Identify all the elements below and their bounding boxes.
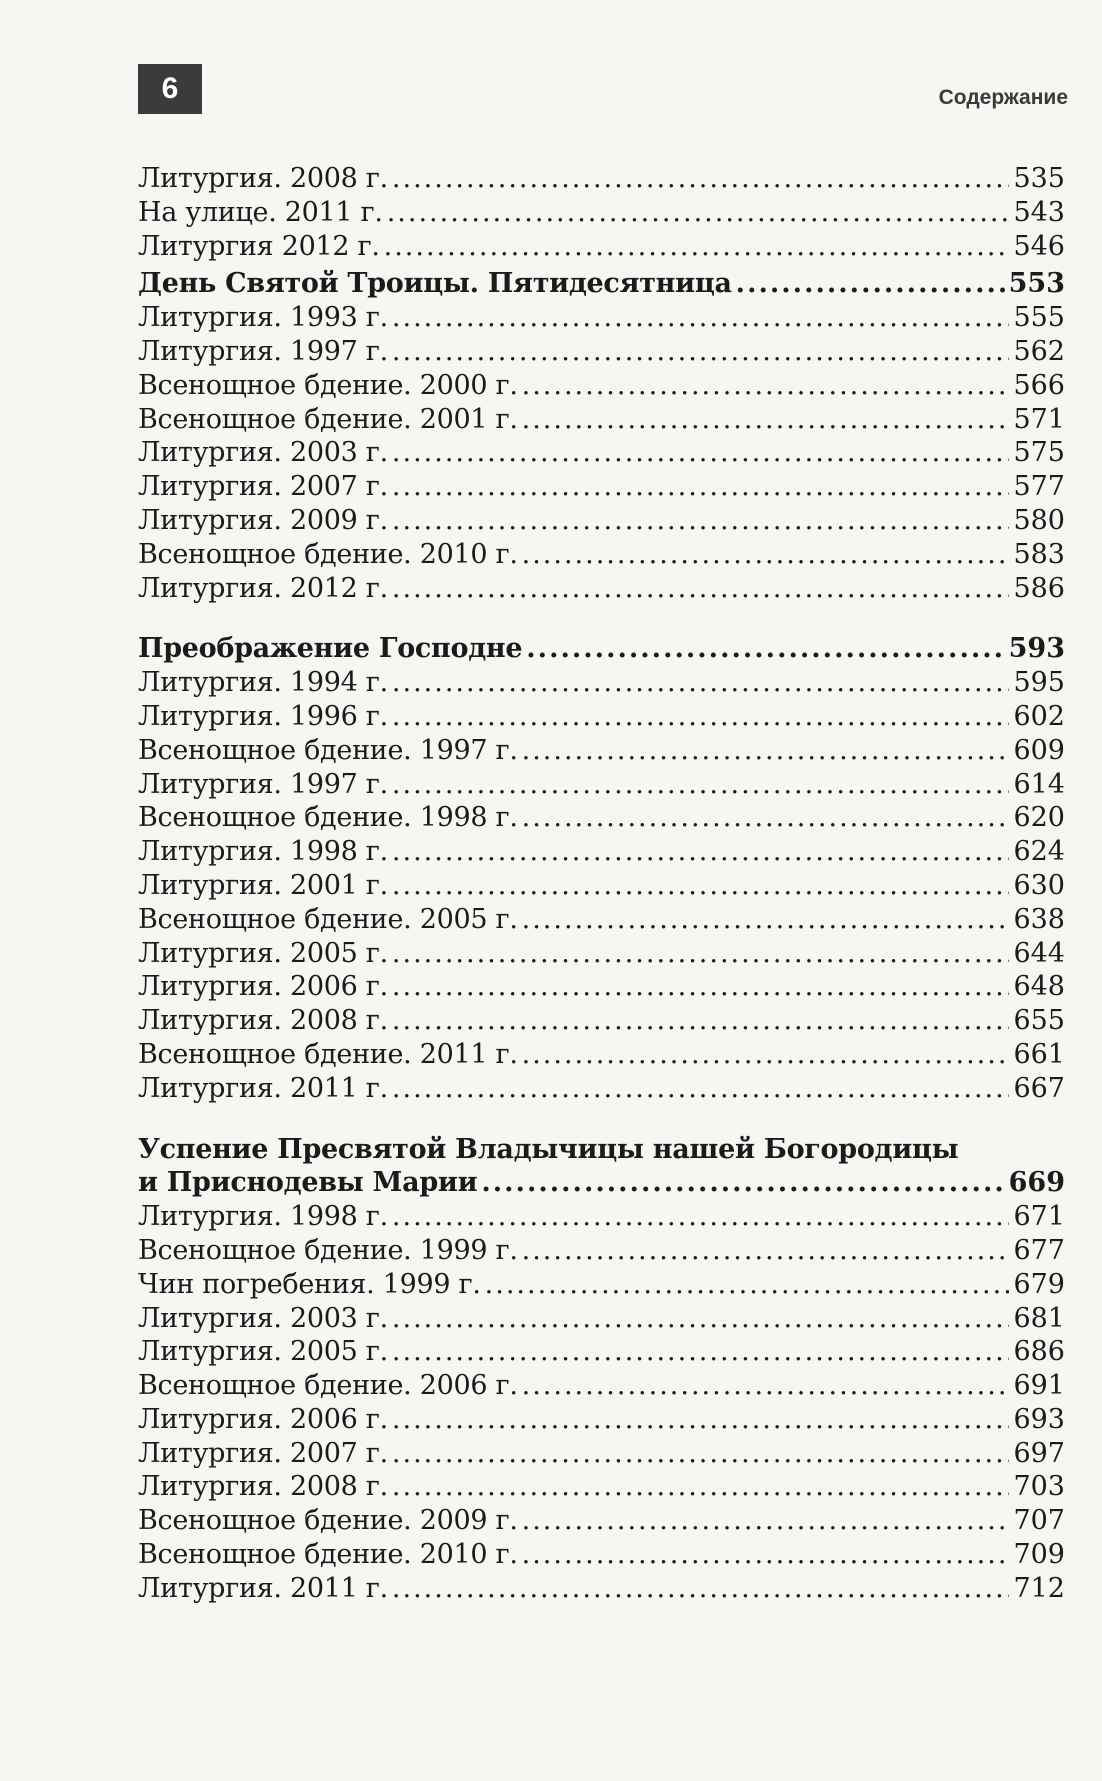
toc-entry-title: Литургия. 2007 г.: [138, 471, 388, 503]
leader-dots: [522, 1038, 1010, 1072]
leader-dots: [387, 196, 1010, 230]
leader-dots: [392, 1004, 1010, 1038]
toc-entry-page: 595: [1013, 667, 1065, 699]
toc-entry-page: 661: [1013, 1038, 1065, 1070]
toc-entry[interactable]: [138, 666, 1065, 700]
leader-dots: [522, 1504, 1010, 1538]
leader-dots: [392, 1572, 1010, 1606]
leader-dots: [384, 230, 1010, 264]
toc-entry[interactable]: [138, 801, 1065, 835]
toc-entry[interactable]: [138, 504, 1065, 538]
toc-entry[interactable]: [138, 1200, 1065, 1234]
toc-entry[interactable]: [138, 700, 1065, 734]
toc-entry[interactable]: [138, 1572, 1065, 1606]
toc-entry[interactable]: [138, 162, 1065, 196]
section-heading-title: Преображение Господне: [138, 633, 523, 665]
toc-entry-title: Литургия. 2008 г.: [138, 1005, 388, 1037]
leader-dots: [392, 666, 1010, 700]
leader-dots: [392, 869, 1010, 903]
leader-dots: [392, 700, 1010, 734]
toc-entry[interactable]: [138, 1437, 1065, 1471]
toc-entry-title: Литургия. 1998 г.: [138, 1201, 388, 1233]
toc-entry[interactable]: [138, 835, 1065, 869]
toc-entry-title: Литургия. 2005 г.: [138, 1336, 388, 1368]
toc-entry-title: Литургия. 2005 г.: [138, 937, 388, 969]
toc-entry-page: 614: [1013, 768, 1065, 800]
toc-entry-title: Всенощное бдение. 2001 г.: [138, 403, 518, 435]
toc-entry-page: 555: [1013, 302, 1065, 334]
leader-dots: [392, 1403, 1010, 1437]
leader-dots: [392, 162, 1010, 196]
leader-dots: [392, 768, 1010, 802]
toc-entry-title: Литургия. 1994 г.: [138, 667, 388, 699]
leader-dots: [526, 632, 1004, 666]
toc-entry-title: Всенощное бдение. 2011 г.: [138, 1038, 518, 1070]
toc-entry[interactable]: [138, 196, 1065, 230]
toc-entry-title: Литургия. 2006 г.: [138, 971, 388, 1003]
toc-entry-page: 580: [1013, 504, 1065, 536]
toc-entry-title: Всенощное бдение. 2010 г.: [138, 538, 518, 570]
toc-entry[interactable]: [138, 301, 1065, 335]
toc-entry[interactable]: [138, 1403, 1065, 1437]
leader-dots: [736, 267, 1005, 301]
toc-entry-title: Всенощное бдение. 1999 г.: [138, 1234, 518, 1266]
toc-entry[interactable]: [138, 470, 1065, 504]
leader-dots: [392, 1335, 1010, 1369]
toc-entry-page: 677: [1013, 1234, 1065, 1266]
toc-entry[interactable]: [138, 572, 1065, 606]
leader-dots: [481, 1166, 1004, 1200]
toc-entry-title: Литургия. 2003 г.: [138, 1302, 388, 1334]
toc-entry[interactable]: [138, 1335, 1065, 1369]
toc-entry-page: 586: [1013, 572, 1065, 604]
leader-dots: [392, 1437, 1010, 1471]
toc-entry-page: 686: [1013, 1336, 1065, 1368]
toc-entry-page: 697: [1013, 1437, 1065, 1469]
leader-dots: [392, 335, 1010, 369]
toc-entry-page: 583: [1013, 538, 1065, 570]
toc-entry-page: 577: [1013, 471, 1065, 503]
leader-dots: [522, 903, 1010, 937]
toc-entry-title: Литургия. 2006 г.: [138, 1403, 388, 1435]
toc-entry[interactable]: [138, 436, 1065, 470]
leader-dots: [392, 937, 1010, 971]
toc-entry[interactable]: [138, 369, 1065, 403]
toc-entry-title: Литургия. 2011 г.: [138, 1572, 388, 1604]
section-heading-title[interactable]: Успение Пресвятой Владычицы нашей Богородицы: [138, 1133, 959, 1165]
toc-entry-title: Литургия. 1996 г.: [138, 700, 388, 732]
leader-dots: [485, 1268, 1010, 1302]
toc-entry-page: 571: [1013, 403, 1065, 435]
toc-entry-title: Чин погребения. 1999 г.: [138, 1268, 481, 1300]
toc-entry-page: 691: [1013, 1370, 1065, 1402]
toc-entry-title: Литургия. 2012 г.: [138, 572, 388, 604]
toc-entry-page: 707: [1013, 1505, 1065, 1537]
section-heading-page: 669: [1008, 1167, 1065, 1199]
toc-section-heading[interactable]: [138, 632, 1065, 666]
toc-entry[interactable]: [138, 1302, 1065, 1336]
toc-entry[interactable]: [138, 768, 1065, 802]
leader-dots: [522, 369, 1010, 403]
leader-dots: [522, 1369, 1010, 1403]
table-of-contents: [138, 162, 1065, 1606]
leader-dots: [392, 504, 1010, 538]
toc-entry-title: Литургия. 2003 г.: [138, 437, 388, 469]
toc-entry-title: Литургия. 1997 г.: [138, 768, 388, 800]
leader-dots: [522, 734, 1010, 768]
toc-entry[interactable]: [138, 869, 1065, 903]
toc-entry-page: 655: [1013, 1005, 1065, 1037]
toc-entry-page: 535: [1013, 163, 1065, 194]
toc-entry-title: Литургия. 1997 г.: [138, 335, 388, 367]
toc-entry-title: Литургия. 2008 г.: [138, 1471, 388, 1503]
leader-dots: [522, 801, 1010, 835]
toc-entry-title: Всенощное бдение. 2006 г.: [138, 1370, 518, 1402]
leader-dots: [392, 1302, 1010, 1336]
toc-entry[interactable]: [138, 970, 1065, 1004]
toc-entry-page: 709: [1013, 1539, 1065, 1571]
toc-entry[interactable]: [138, 1538, 1065, 1572]
toc-entry[interactable]: [138, 1504, 1065, 1538]
toc-entry[interactable]: [138, 1470, 1065, 1504]
section-heading-page: 553: [1008, 268, 1065, 300]
toc-entry-page: 562: [1013, 335, 1065, 367]
toc-entry-title: Литургия. 2011 г.: [138, 1072, 388, 1104]
toc-entry-title: Всенощное бдение. 2005 г.: [138, 903, 518, 935]
toc-entry-page: 602: [1013, 700, 1065, 732]
leader-dots: [522, 1234, 1010, 1268]
toc-entry-page: 703: [1013, 1471, 1065, 1503]
toc-entry[interactable]: [138, 403, 1065, 437]
toc-entry[interactable]: [138, 1004, 1065, 1038]
toc-entry[interactable]: [138, 1038, 1065, 1072]
section-heading-title: День Святой Троицы. Пятидесятница: [138, 268, 732, 300]
toc-entry-title: Всенощное бдение. 1997 г.: [138, 734, 518, 766]
leader-dots: [392, 436, 1010, 470]
leader-dots: [392, 1072, 1010, 1106]
toc-entry-title: На улице. 2011 г.: [138, 196, 383, 228]
toc-entry[interactable]: [138, 903, 1065, 937]
toc-entry[interactable]: [138, 1369, 1065, 1403]
leader-dots: [392, 301, 1010, 335]
toc-entry-page: 644: [1013, 937, 1065, 969]
toc-entry-page: 648: [1013, 971, 1065, 1003]
toc-entry[interactable]: [138, 538, 1065, 572]
toc-entry-title: Литургия. 1998 г.: [138, 836, 388, 868]
toc-entry-title: Литургия. 2009 г.: [138, 504, 388, 536]
toc-entry-page: 679: [1013, 1268, 1065, 1300]
leader-dots: [392, 970, 1010, 1004]
leader-dots: [392, 835, 1010, 869]
page-number: 6: [138, 64, 202, 114]
toc-entry-title: Всенощное бдение. 2009 г.: [138, 1505, 518, 1537]
toc-entry-page: 546: [1013, 230, 1065, 262]
toc-entry-page: 671: [1013, 1201, 1065, 1233]
toc-entry[interactable]: [138, 1072, 1065, 1106]
section-heading-title-continued: и Приснодевы Марии: [138, 1167, 478, 1199]
toc-entry-page: 681: [1013, 1302, 1065, 1334]
toc-entry-page: 609: [1013, 734, 1065, 766]
leader-dots: [392, 1470, 1010, 1504]
toc-entry-page: 575: [1013, 437, 1065, 469]
toc-entry[interactable]: [138, 230, 1065, 264]
toc-entry-page: 638: [1013, 903, 1065, 935]
leader-dots: [392, 572, 1010, 606]
toc-entry-page: 693: [1013, 1403, 1065, 1435]
toc-entry[interactable]: [138, 734, 1065, 768]
toc-entry[interactable]: [138, 335, 1065, 369]
section-heading-page: 593: [1008, 633, 1065, 665]
toc-entry-page: 630: [1013, 869, 1065, 901]
toc-entry[interactable]: [138, 1268, 1065, 1302]
toc-entry-page: 624: [1013, 836, 1065, 868]
leader-dots: [392, 470, 1010, 504]
toc-entry-page: 667: [1013, 1072, 1065, 1104]
toc-section-heading[interactable]: [138, 1166, 1065, 1200]
toc-entry[interactable]: [138, 937, 1065, 971]
toc-entry-title: Литургия. 2007 г.: [138, 1437, 388, 1469]
leader-dots: [522, 1538, 1010, 1572]
leader-dots: [522, 403, 1010, 437]
toc-entry-title: Всенощное бдение. 1998 г.: [138, 802, 518, 834]
toc-entry-title: Литургия 2012 г.: [138, 230, 380, 262]
toc-entry-title: Литургия. 2001 г.: [138, 869, 388, 901]
toc-entry-page: 566: [1013, 369, 1065, 401]
running-header: Содержание: [938, 86, 1068, 109]
toc-entry-title: Литургия. 2008 г.: [138, 163, 388, 194]
toc-entry[interactable]: [138, 1234, 1065, 1268]
toc-entry-page: 543: [1013, 196, 1065, 228]
toc-entry-page: 620: [1013, 802, 1065, 834]
leader-dots: [392, 1200, 1010, 1234]
toc-entry-title: Всенощное бдение. 2010 г.: [138, 1539, 518, 1571]
leader-dots: [522, 538, 1010, 572]
toc-entry-page: 712: [1013, 1572, 1065, 1604]
toc-section-heading[interactable]: [138, 267, 1065, 301]
toc-entry-title: Литургия. 1993 г.: [138, 302, 388, 334]
toc-entry-title: Всенощное бдение. 2000 г.: [138, 369, 518, 401]
